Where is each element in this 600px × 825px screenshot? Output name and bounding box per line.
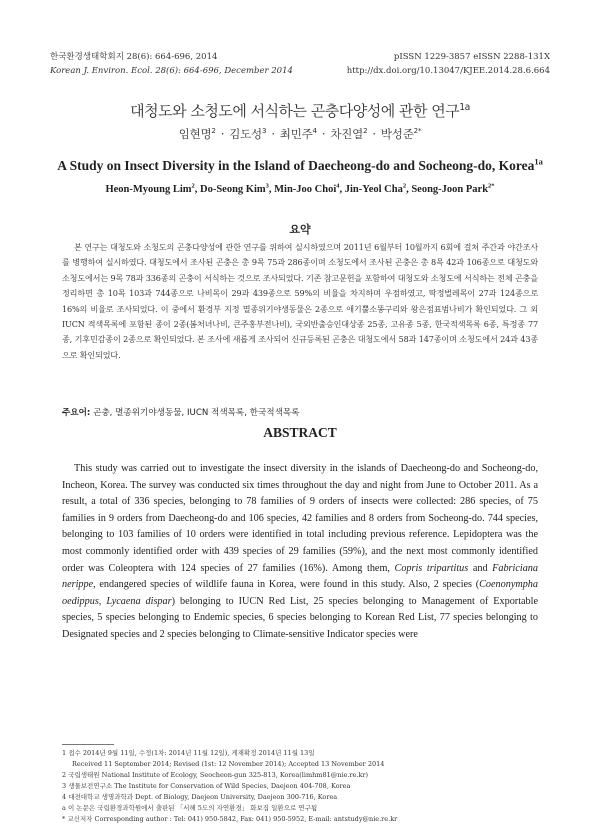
author-separator: , [339,184,345,195]
footnote-affiliation-4: 4 대전대학교 생명과학과 Dept. of Biology, Daejeon University, Daejeon 300-716, Korea [62,793,338,801]
journal-header-left [50,50,293,78]
abstract-en-body: This study was carried out to investigate the insect diversity in the islands of Daecheong-do and Socheong-do, Incheon, Korea. The survey was conducted six times throughout the day and night from June to October 2011. As a result, a total of 336 species, belonging to 78 families of 9 orders of insects were collected: 286 species, of 75 families in 9 orders from Daecheong-do and 106 species, 42 families and 8 orders from Socheong-do. 744 species, belonging to 103 families of 10 orders were identified in total including previous reference. Lepidoptera was the most commonly identified order with 439 species of 29 families (59%), and the next most commonly identified order was Coleoptera with 124 species of 27 families (16%). Among them, Copris tripartitus and Fabriciana nerippe, endangered species of wildlife fauna in Korea, were found in this study. Also, 2 species (Coenonympha oedippus, Lycaena dispar) belonging to IUCN Red List, 25 species belonging to Management of Exportable species, 5 species belonging to Endemic species, 6 species belonging to Korean Red List, 77 species belonging to Designated species and 2 species belonging to Climate-sensitive Indicator species were [62,463,538,640]
author-name: Jin-Yeol Cha [344,184,403,195]
author-affiliation-mark: 3 [261,126,267,136]
doi-link[interactable]: http://dx.doi.org/10.13047/KJEE.2014.28.6.664 [346,66,550,76]
author-separator: , [268,184,275,195]
abstract-ko-heading: 요약 [289,223,311,236]
author-name: 김도성 [229,127,262,141]
author-affiliation-mark: 3 [265,182,269,190]
keywords [62,406,538,418]
author-separator: · [372,127,376,141]
footnote-affiliation-3: 3 생물보전연구소 The Institute for Conservation of Wild Species, Daejeon 404-708, Korea [62,782,351,790]
keywords-list: 곤충, 멸종위기야생동물, IUCN 적색목록, 한국적색목록 [93,408,300,418]
footnote-corresponding: * 교신저자 Corresponding author : Tel: 041) 950-5842, Fax: 041) 950-5952, E-mail: antstudy@nie.re.kr [62,815,398,823]
author-name: 최민주 [279,127,313,141]
abstract-ko-body: 본 연구는 대청도와 소청도의 곤충다양성에 관한 연구를 위하여 실시하였으며 2011년 6월부터 10월까지 6회에 걸쳐 주간과 야간조사를 병행하여 실시하였다. 대청도에서 조사된 곤충은 총 9목 75과 286종이며 소청도에서 조사된 곤충은 총 8목 42과 106종으로 대청도와 소청도에서는 9목 78과 336종의 곤충이 서식하는 것으로 조사되었다. 기존 참고문헌을 포함하여 대청도와 소청도에 서식하는 전체 곤충을 정리하면 총 10목 103과 744종으로 나비목이 29과 439종으로 59%의 비율을 차지하며 우점하였고, 딱정벌레목이 27과 124종으로 16%의 비율로 조사되었다. 이 중에서 환경부 지정 멸종위기야생동물은 2종으로 애기뿔소똥구리와 왕은점표범나비가 확인되었다. 그 외 IUCN 적색목록에 포함된 종이 2종(봄처녀나비, 큰주홍부전나비), 국외반출승인대상종 25종, 고유종 5종, 한국적색목록 6종, 특정종 77종, 기후민감종이 2종으로 확인되었다. 본 조사에 새롭게 조사되어 신규등록된 곤충은 대청도에서 58과 147종이며 소청도에서 24과 43종으로 확인되었다. [62,242,538,360]
journal-name-en: Korean J. Environ. Ecol. 28(6): 664-696, December 2014 [50,66,293,76]
author-name: 박성준 [380,127,414,141]
author-separator: , [194,184,200,195]
author-affiliation-mark: 2 [191,182,195,190]
title-korean: 대청도와 소청도에 서식하는 곤충다양성에 관한 연구$^{1a}$ [130,102,470,120]
authors-english [0,184,600,195]
author-affiliation-mark: 2* [413,126,422,136]
author-name: 차진열 [330,127,364,141]
author-affiliation-mark: 2 [211,126,216,136]
author-name: 임현명 [178,127,212,141]
footnote-received-ko: 1 접수 2014년 9월 11일, 수정(1차: 2014년 11월 12일), 게재확정 2014년 11월 13일 [62,749,315,757]
author-separator: · [321,127,326,141]
author-affiliation-mark: 4 [336,182,340,190]
footnote-divider [62,744,114,745]
authors-korean [0,126,600,142]
author-affiliation-mark: 4 [312,126,317,136]
footnote-note-a: a 이 논문은 국립환경과학원에서 출판된 「서해 5도의 자연환경」 화보집 일환으로 연구됨 [62,804,318,812]
author-affiliation-mark: 2 [402,182,407,190]
footnote-received-en: Received 11 September 2014; Revised (1st: 12 November 2014); Accepted 13 November 2014 [72,760,385,768]
author-affiliation-mark: 2 [363,126,368,136]
author-name: Seong-Joon Park [411,184,489,195]
title-english: A Study on Insect Diversity in the Island of Daecheong-do and Socheong-do, Korea$^{1a}$ [57,157,543,173]
journal-header-right [347,50,550,78]
author-separator: · [271,127,275,141]
keywords-label: 주요어: [62,408,91,418]
author-separator: · [220,127,225,141]
author-affiliation-mark: 2* [488,182,495,190]
abstract-en-heading: ABSTRACT [263,425,337,440]
author-name: Min-Joo Choi [274,184,337,195]
author-name: Do-Seong Kim [200,184,266,195]
issn: pISSN 1229-3857 eISSN 2288-131X [393,52,550,62]
journal-name-ko: 한국환경생태학회지 28(6): 664-696, 2014 [50,52,218,62]
author-separator: , [406,184,412,195]
footnotes [62,748,538,825]
footnote-affiliation-2: 2 국립생태원 National Institute of Ecology, Seocheon-gun 325-813, Korea(limhm81@nie.re.kr) [62,771,369,779]
author-name: Heon-Myoung Lim [105,184,192,195]
